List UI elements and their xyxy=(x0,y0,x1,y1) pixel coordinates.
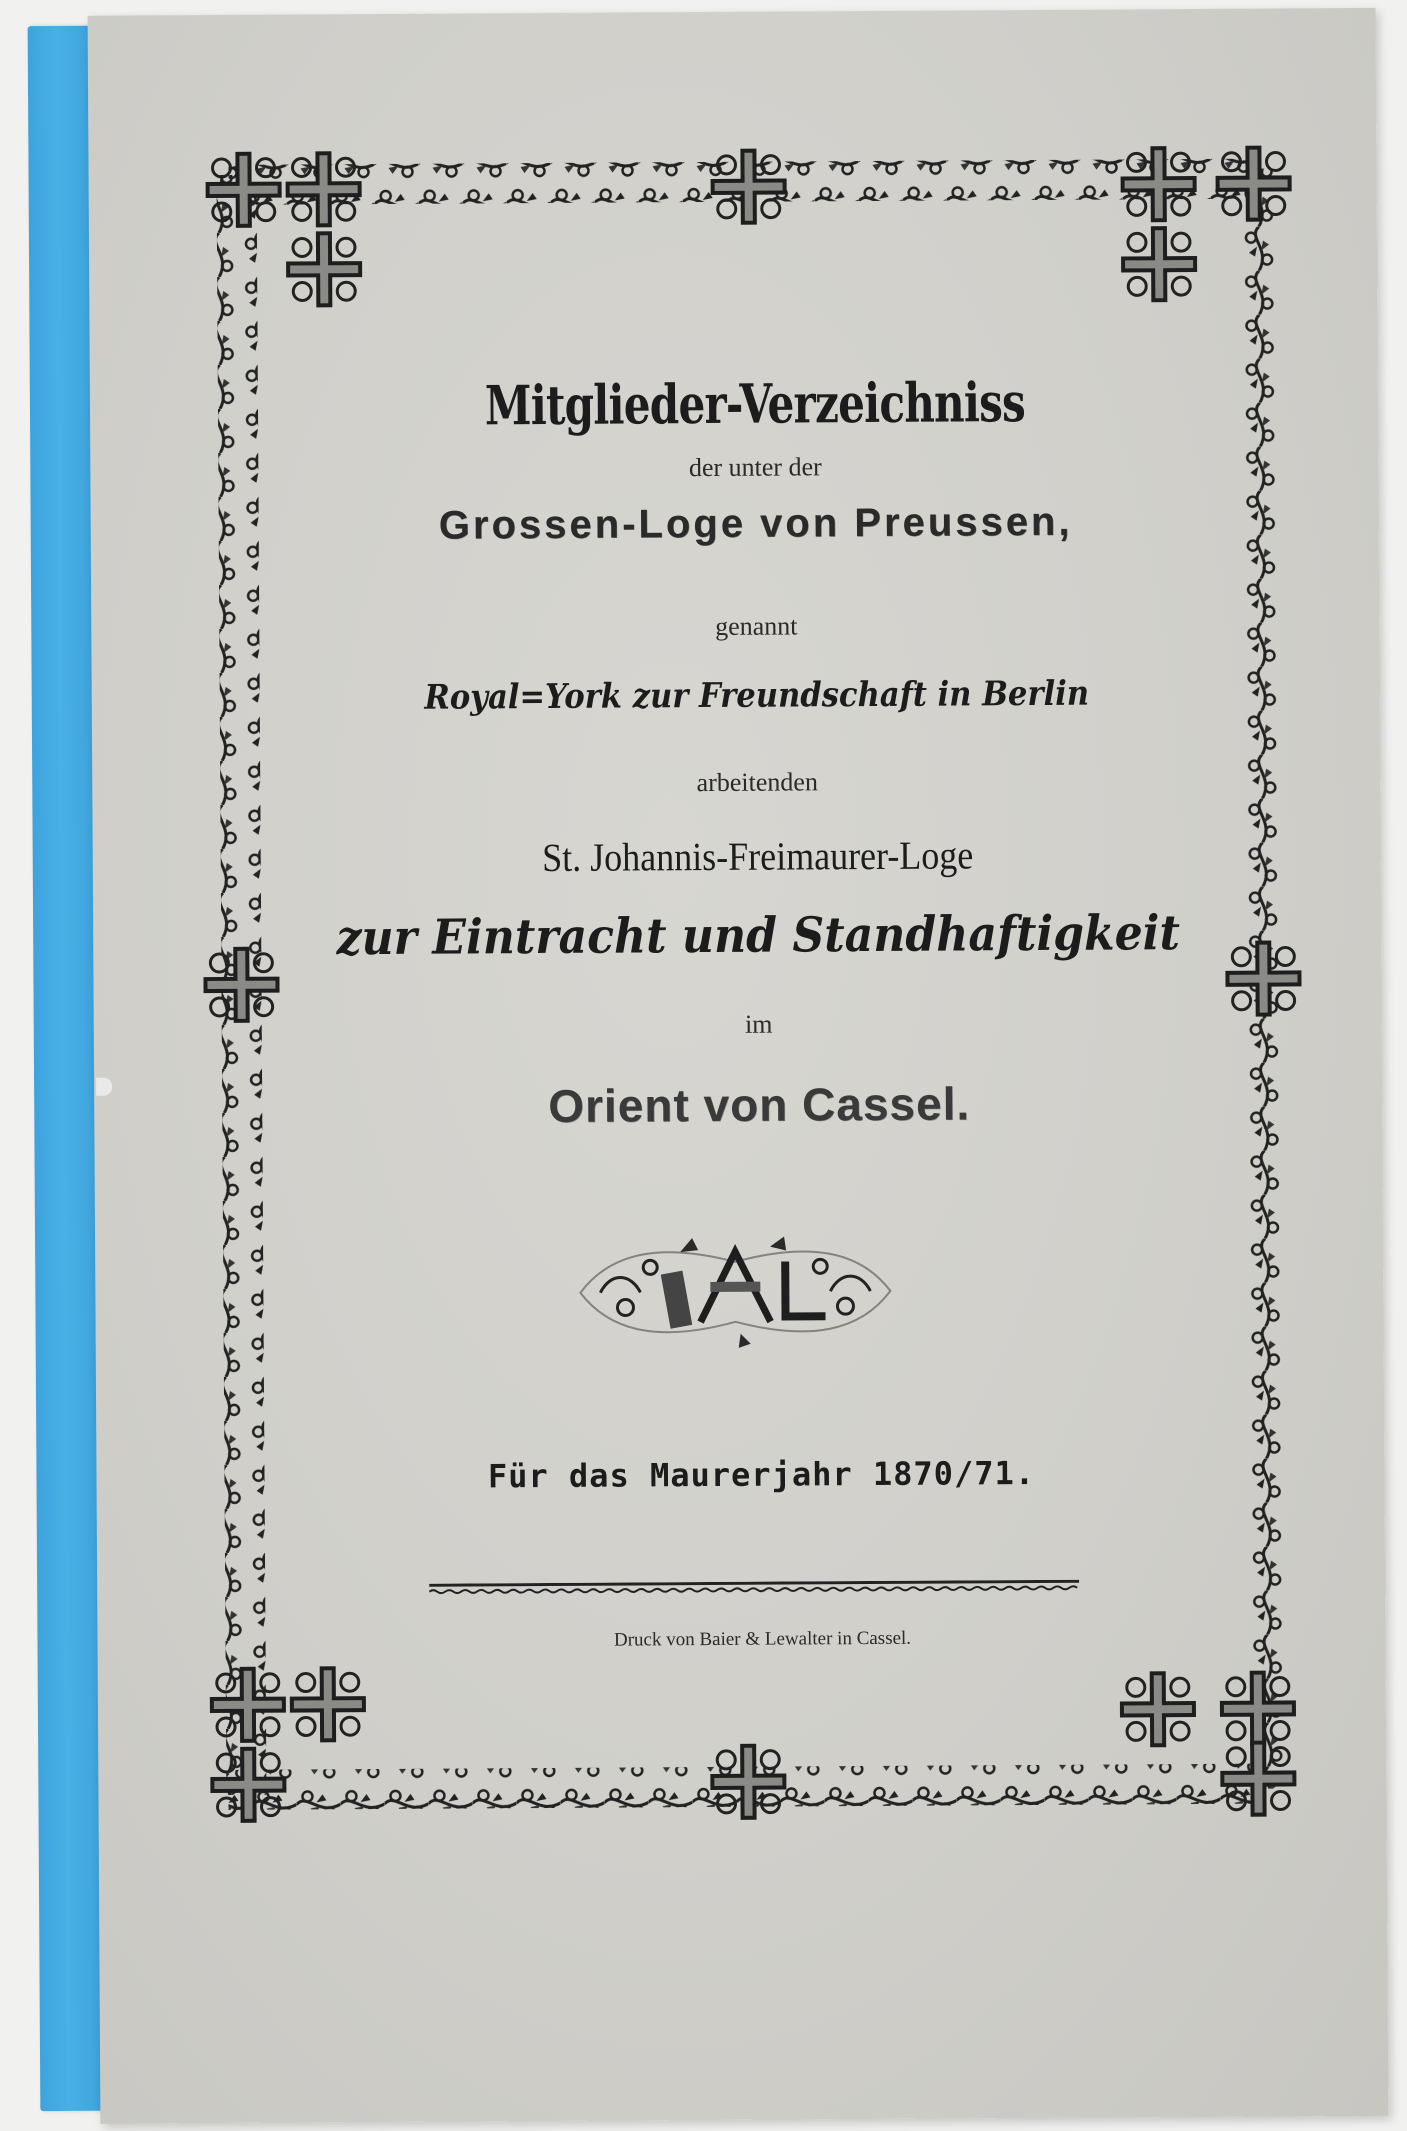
subtitle-eintracht: zur Eintracht und Standhaftigkeit xyxy=(336,905,1181,967)
spine-notch xyxy=(96,1078,112,1096)
booklet xyxy=(28,8,1389,2124)
subtitle-johannis: St. Johannis-Freimaurer-Loge xyxy=(541,832,974,881)
subtitle-im: im xyxy=(744,1009,773,1039)
printer-line: Druck von Baier & Lewalter in Cassel. xyxy=(613,1627,912,1651)
subtitle-genannt: genannt xyxy=(715,611,798,641)
page-title: Mitglieder-Verzeichniss xyxy=(484,370,1026,438)
year-line: Für das Maurerjahr 1870/71. xyxy=(487,1454,1036,1496)
masonic-tools-emblem-icon xyxy=(570,1221,901,1353)
subtitle-der-unter-der: der unter der xyxy=(688,452,822,483)
subtitle-orient: Orient von Cassel. xyxy=(548,1077,971,1132)
subtitle-arbeitenden: arbeitenden xyxy=(696,767,818,798)
subtitle-grossen-loge: Grossen-Loge von Preussen, xyxy=(438,499,1073,548)
subtitle-royal-york: Royal=York zur Freundschaft in Berlin xyxy=(424,673,1090,718)
